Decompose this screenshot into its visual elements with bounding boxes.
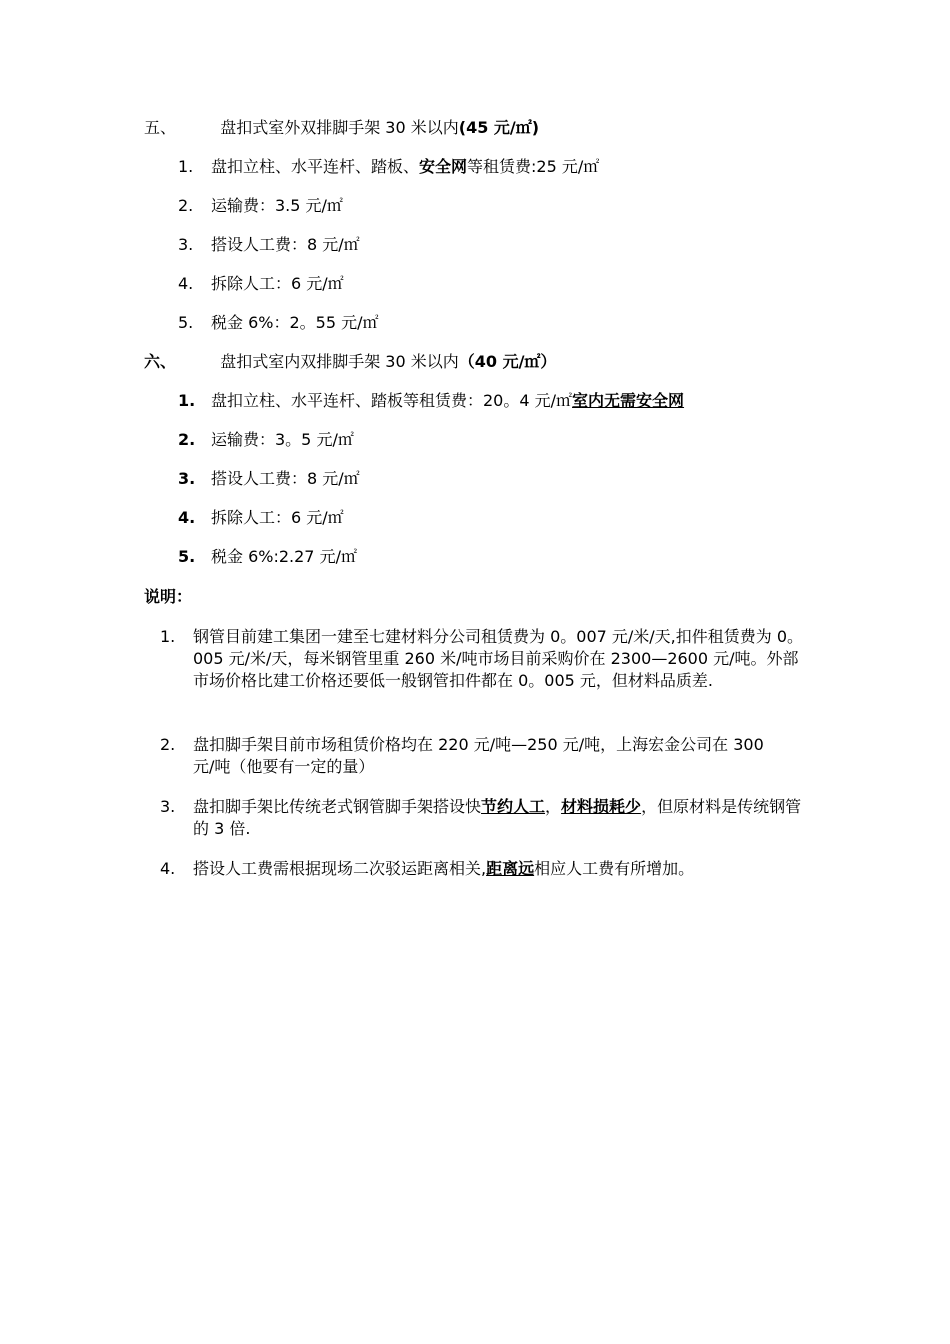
section5-item4-number: 4. [178,274,194,293]
section6-item1: 盘扣立柱、水平连杆、踏板等租赁费：20。4 元/㎡室内无需安全网 [211,391,685,410]
section5-item5: 税金 6%：2。55 元/㎡ [211,313,379,332]
section6-heading [144,351,556,373]
notes-heading: 说明： [144,587,193,606]
note2-number: 2. [160,735,176,754]
section5-item1: 盘扣立柱、水平连杆、踏板、安全网等租赁费:25 元/㎡ [211,157,600,176]
no-safety-net-note: 室内无需安全网 [572,391,685,410]
section5-item2: 运输费：3.5 元/㎡ [211,196,343,215]
save-labor-term: 节约人工 [481,797,546,816]
section5-item3: 搭设人工费：8 元/㎡ [211,235,360,254]
section6-price: （40 元/㎡） [458,352,557,371]
section5-heading [144,117,539,139]
safety-net-term: 安全网 [419,157,468,176]
section5-title: 盘扣式室外双排脚手架 30 米以内 [220,118,459,137]
note3-text: 盘扣脚手架比传统老式钢管脚手架搭设快节约人工，材料损耗少，但原材料是传统钢管的 3 倍. [193,797,802,838]
section6-item2: 运输费：3。5 元/㎡ [211,430,354,449]
note1-number: 1. [160,627,176,646]
section5-price: (45 元/㎡) [458,118,540,137]
section5-item5-number: 5. [178,313,194,332]
section6-item4-number: 4. [178,508,196,527]
section6-item3: 搭设人工费：8 元/㎡ [211,469,360,488]
note3-number: 3. [160,797,176,816]
far-distance-term: 距离远 [486,859,535,878]
section6-item2-number: 2. [178,430,196,449]
section6-item4: 拆除人工：6 元/㎡ [211,508,344,527]
note4-text: 搭设人工费需根据现场二次驳运距离相关,距离远相应人工费有所增加。 [193,859,695,878]
section6-number: 六、 [144,352,177,371]
section6-item5-number: 5. [178,547,196,566]
section6-title: 盘扣式室内双排脚手架 30 米以内 [220,352,459,371]
section6-item3-number: 3. [178,469,196,488]
section5-item4: 拆除人工：6 元/㎡ [211,274,344,293]
section5-item3-number: 3. [178,235,194,254]
section5-item2-number: 2. [178,196,194,215]
note2-text: 盘扣脚手架目前市场租赁价格均在 220 元/吨—250 元/吨，上海宏金公司在 300 元/吨（他要有一定的量） [193,735,764,776]
section6-item1-number: 1. [178,391,196,410]
note4-number: 4. [160,859,176,878]
section5-item1-number: 1. [178,157,194,176]
low-material-loss-term: 材料损耗少 [561,797,642,816]
section5-number: 五、 [144,118,177,137]
note1-text: 钢管目前建工集团一建至七建材料分公司租赁费为 0。007 元/米/天,扣件租赁费为 0。005 元/米/天，每米钢管里重 260 米/吨市场目前采购价在 2300—2600 元/吨。外部市场价格比建工价格还要低一般钢管扣件都在 0。005 元，但材料品质差. [193,627,804,690]
section6-item5: 税金 6%:2.27 元/㎡ [211,547,357,566]
